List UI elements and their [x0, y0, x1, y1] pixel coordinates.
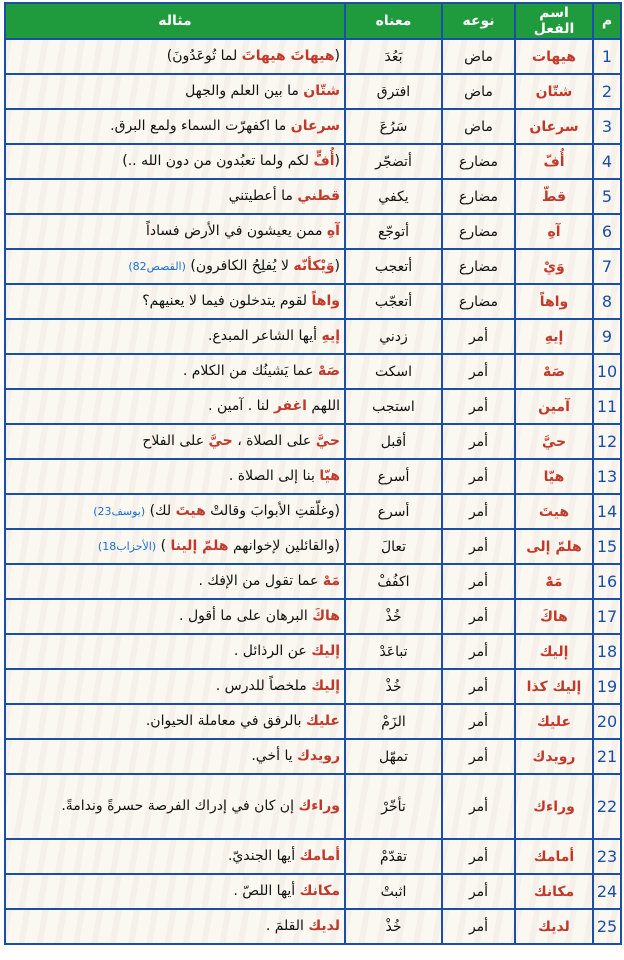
row-number: 4 [593, 144, 621, 179]
verb-noun: أمامك [515, 839, 593, 874]
quran-reference: (القصص82) [128, 260, 186, 274]
example-highlight: هيّا [319, 468, 340, 485]
verb-example [5, 564, 345, 599]
example-highlight: وراءك [298, 798, 340, 815]
row-number: 13 [593, 459, 621, 494]
verb-noun: آمين [515, 389, 593, 424]
verb-noun: عليك [515, 704, 593, 739]
table-row [5, 564, 621, 599]
example-highlight: شتّان [303, 83, 340, 100]
verb-example [5, 354, 345, 389]
verb-meaning: تباعَدْ [345, 634, 442, 669]
verb-meaning: استجب [345, 389, 442, 424]
verb-type: مضارع [442, 249, 515, 284]
table-body [5, 39, 621, 944]
verb-type: أمر [442, 529, 515, 564]
example-highlight: وَيْكأنّه [293, 258, 335, 275]
table-row [5, 839, 621, 874]
verb-example [5, 634, 345, 669]
verb-type: أمر [442, 494, 515, 529]
verb-example [5, 144, 345, 179]
table-row [5, 874, 621, 909]
verb-meaning: أتوجّع [345, 214, 442, 249]
example-text: ملخصاً للدرس . [215, 678, 312, 695]
verb-example [5, 874, 345, 909]
verb-meaning: يكفي [345, 179, 442, 214]
verb-noun: أُفّ [515, 144, 593, 179]
row-number: 3 [593, 109, 621, 144]
verb-noun: صَهْ [515, 354, 593, 389]
verb-example [5, 774, 345, 839]
example-text: ما اكفهرّت السماء ولمع البرق. [110, 118, 291, 135]
verb-example [5, 214, 345, 249]
verb-type: أمر [442, 839, 515, 874]
example-highlight: لديك [308, 918, 340, 935]
verb-meaning: أسرع [345, 494, 442, 529]
header-example: مثاله [5, 3, 345, 39]
example-highlight: مكانك [299, 883, 340, 900]
verb-example [5, 424, 345, 459]
verb-type: مضارع [442, 214, 515, 249]
verb-type: أمر [442, 909, 515, 944]
verb-meaning: أقبل [345, 424, 442, 459]
header-verb: اسم الفعل [515, 3, 593, 39]
example-highlight: آهِ [326, 223, 340, 240]
verb-type: أمر [442, 634, 515, 669]
verb-example [5, 284, 345, 319]
row-number: 8 [593, 284, 621, 319]
table-row [5, 739, 621, 774]
verb-noun: هلمّ إلى [515, 529, 593, 564]
row-number: 11 [593, 389, 621, 424]
verb-type: أمر [442, 424, 515, 459]
row-number: 22 [593, 774, 621, 839]
verb-example [5, 389, 345, 424]
verb-type: أمر [442, 739, 515, 774]
verb-noun: رويدك [515, 739, 593, 774]
table-row [5, 774, 621, 839]
row-number: 6 [593, 214, 621, 249]
row-number: 17 [593, 599, 621, 634]
row-number: 1 [593, 39, 621, 74]
example-text: لنا . آمين . [208, 398, 274, 415]
verb-noun: إيهِ [515, 319, 593, 354]
table-row [5, 249, 621, 284]
row-number: 21 [593, 739, 621, 774]
verb-noun: حيَّ [515, 424, 593, 459]
example-text: عما يَشينُك من الكلام . [182, 363, 318, 380]
verb-type: ماض [442, 109, 515, 144]
example-text: عن الرذائل . [233, 643, 312, 660]
table-row [5, 459, 621, 494]
header-num: م [593, 3, 621, 39]
verb-meaning: تمهّل [345, 739, 442, 774]
verb-example [5, 909, 345, 944]
row-number: 2 [593, 74, 621, 109]
verb-noun: هاكَ [515, 599, 593, 634]
example-highlight: هيهاتَ هيهاتَ [241, 48, 335, 65]
example-highlight: أُفٍّ [313, 153, 335, 170]
verb-type: مضارع [442, 144, 515, 179]
verb-type: مضارع [442, 179, 515, 214]
table-row [5, 599, 621, 634]
row-number: 9 [593, 319, 621, 354]
verb-type: أمر [442, 599, 515, 634]
header-type: نوعه [442, 3, 515, 39]
example-text: (والقائلين لإخوانهم [228, 538, 340, 555]
verb-example [5, 109, 345, 144]
verb-meaning: خُذْ [345, 909, 442, 944]
example-highlight: واهاً [311, 293, 340, 310]
verb-type: أمر [442, 874, 515, 909]
row-number: 25 [593, 909, 621, 944]
verb-type: أمر [442, 669, 515, 704]
verb-type: أمر [442, 389, 515, 424]
example-text: ) [156, 538, 171, 555]
verb-meaning: بَعُدَ [345, 39, 442, 74]
table-row [5, 704, 621, 739]
table-row [5, 389, 621, 424]
example-highlight: اغفر [273, 398, 307, 415]
table-row [5, 109, 621, 144]
example-highlight: إليك [311, 678, 340, 695]
verb-meaning: اكفُفْ [345, 564, 442, 599]
quran-reference: (الأحزاب18) [97, 540, 157, 554]
verb-type: ماض [442, 74, 515, 109]
verb-noun: مكانك [515, 874, 593, 909]
example-text: القلمَ . [265, 918, 309, 935]
verb-type: أمر [442, 319, 515, 354]
verb-noun: إليك [515, 634, 593, 669]
row-number: 18 [593, 634, 621, 669]
verb-type: أمر [442, 704, 515, 739]
example-text: البرهان على ما أقول . [179, 608, 313, 625]
table-row [5, 144, 621, 179]
verb-noun: هيتَ [515, 494, 593, 529]
verb-noun: شتّان [515, 74, 593, 109]
row-number: 20 [593, 704, 621, 739]
example-text: اللهم [306, 398, 340, 415]
example-text: لك) [145, 503, 176, 520]
verb-noun: وَيْ [515, 249, 593, 284]
example-highlight: صَهْ [317, 363, 340, 380]
table-row [5, 284, 621, 319]
table-row [5, 179, 621, 214]
verb-meaning: تقدّمْ [345, 839, 442, 874]
verb-example [5, 179, 345, 214]
verb-nouns-table-container [4, 2, 620, 945]
example-text: بالرفق في معاملة الحيوان. [145, 713, 306, 730]
example-highlight: أمامك [299, 848, 340, 865]
row-number: 23 [593, 839, 621, 874]
example-text: بنا إلى الصلاة . [228, 468, 320, 485]
row-number: 24 [593, 874, 621, 909]
header-meaning: معناه [345, 3, 442, 39]
table-row [5, 354, 621, 389]
example-highlight: إليك [311, 643, 340, 660]
verb-noun: آهِ [515, 214, 593, 249]
table-row [5, 909, 621, 944]
verb-meaning: اثبتْ [345, 874, 442, 909]
table-row [5, 529, 621, 564]
example-text: على الفلاح [142, 433, 209, 450]
verb-noun: هيهات [515, 39, 593, 74]
verb-example [5, 39, 345, 74]
verb-noun: قطّ [515, 179, 593, 214]
verb-example [5, 459, 345, 494]
verb-noun: سرعان [515, 109, 593, 144]
verb-example [5, 319, 345, 354]
example-text: عما تقول من الإفك . [198, 573, 323, 590]
verb-noun: مَهْ [515, 564, 593, 599]
verb-example [5, 494, 345, 529]
row-number: 7 [593, 249, 621, 284]
verb-noun: لديك [515, 909, 593, 944]
row-number: 14 [593, 494, 621, 529]
verb-nouns-table [4, 2, 622, 945]
example-highlight: هيتَ [175, 503, 206, 520]
example-text: إن كان في إدراك الفرصة حسرةً وندامةً. [61, 798, 299, 815]
verb-example [5, 599, 345, 634]
verb-meaning: أتعجّب [345, 284, 442, 319]
verb-meaning: الزَمْ [345, 704, 442, 739]
example-highlight: هاكَ [312, 608, 340, 625]
verb-meaning: أسرع [345, 459, 442, 494]
verb-meaning: أتعجب [345, 249, 442, 284]
example-text: على الصلاة ، [232, 433, 316, 450]
example-text: يا أخي. [251, 748, 298, 765]
verb-type: مضارع [442, 284, 515, 319]
verb-example [5, 74, 345, 109]
verb-noun: وراءك [515, 774, 593, 839]
verb-meaning: زدني [345, 319, 442, 354]
example-highlight: سرعان [290, 118, 340, 135]
verb-type: أمر [442, 459, 515, 494]
verb-meaning: تأخّرْ [345, 774, 442, 839]
verb-example [5, 249, 345, 284]
table-row [5, 634, 621, 669]
table-row [5, 39, 621, 74]
example-highlight: إيهِ [321, 328, 340, 345]
table-row [5, 494, 621, 529]
example-text: لما تُوعَدُونَ) [166, 48, 242, 65]
row-number: 5 [593, 179, 621, 214]
verb-meaning: أتضجّر [345, 144, 442, 179]
verb-noun: واهاً [515, 284, 593, 319]
verb-noun: هيّا [515, 459, 593, 494]
example-highlight: هلمّ إلينا [170, 538, 229, 555]
table-row [5, 424, 621, 459]
example-text: أيها اللصّ . [233, 883, 300, 900]
header-row [5, 3, 621, 39]
example-highlight: حيَّ [315, 433, 340, 450]
example-text: ( [334, 153, 340, 170]
example-text: ممن يعيشون في الأرض فساداً [146, 223, 327, 240]
example-text: أيها الجنديّ. [227, 848, 300, 865]
verb-meaning: تعالَ [345, 529, 442, 564]
example-text: أيها الشاعر المبدع. [207, 328, 322, 345]
example-text: (وغلّقتِ الأبوابَ وقالتْ [205, 503, 340, 520]
verb-example [5, 739, 345, 774]
verb-meaning: افترق [345, 74, 442, 109]
row-number: 15 [593, 529, 621, 564]
verb-example [5, 704, 345, 739]
row-number: 16 [593, 564, 621, 599]
row-number: 12 [593, 424, 621, 459]
example-highlight: عليك [305, 713, 340, 730]
example-highlight: حيَّ [208, 433, 233, 450]
example-text: ما أعطيتني [228, 188, 298, 205]
example-highlight: قطني [297, 188, 340, 205]
verb-type: ماض [442, 39, 515, 74]
example-text: ( [334, 258, 340, 275]
verb-meaning: خُذْ [345, 669, 442, 704]
row-number: 19 [593, 669, 621, 704]
verb-noun: إليك كذا [515, 669, 593, 704]
verb-type: أمر [442, 354, 515, 389]
verb-meaning: سَرُعَ [345, 109, 442, 144]
verb-example [5, 669, 345, 704]
verb-example [5, 839, 345, 874]
row-number: 10 [593, 354, 621, 389]
verb-type: أمر [442, 564, 515, 599]
verb-example [5, 529, 345, 564]
table-row [5, 669, 621, 704]
table-row [5, 214, 621, 249]
verb-meaning: خُذْ [345, 599, 442, 634]
example-text: ( [334, 48, 340, 65]
example-text: لكم ولما تعبُدون من دون الله ..) [122, 153, 314, 170]
example-text: لقوم يتدخلون فيما لا يعنيهم؟ [142, 293, 312, 310]
quran-reference: (يوسف23) [93, 505, 146, 519]
table-row [5, 319, 621, 354]
example-text: لا يُفلِحُ الكافرون) [185, 258, 294, 275]
verb-meaning: اسكت [345, 354, 442, 389]
example-highlight: مَهْ [322, 573, 340, 590]
table-row [5, 74, 621, 109]
example-text: ما بين العلم والجهل [185, 83, 304, 100]
verb-type: أمر [442, 774, 515, 839]
example-highlight: رويدك [297, 748, 340, 765]
